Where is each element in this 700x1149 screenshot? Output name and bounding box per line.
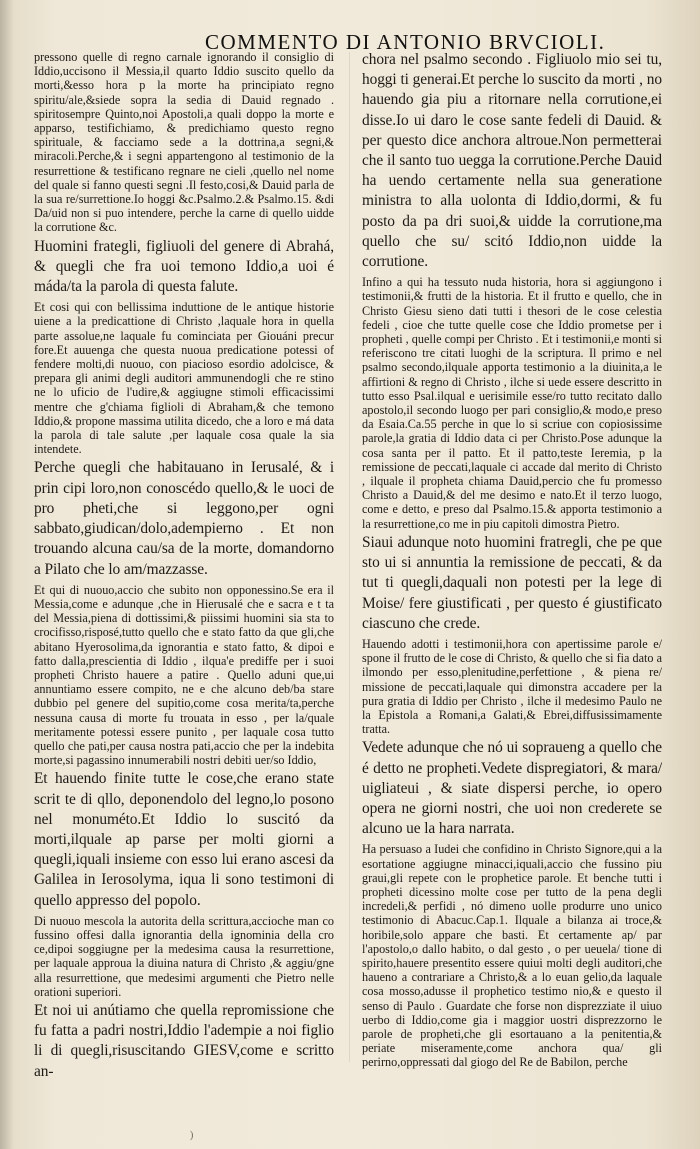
scripture-paragraph: Et noi ui anútiamo che quella repromissione che fu fatta a padri nostri,Iddio l'adempie a noi figlio li di quegli,risuscitando GIESV,come e scritto an- xyxy=(34,1001,334,1080)
commentary-paragraph: pressono quelle di regno carnale ignorando il consiglio di Iddio,uccisono il Messia,il quarto Iddio suscito quello da morti,&esso hora p la morte ha principiato regno spiritu/ale,&siede sopra la sedia di Dauid regnado . spiritosempre Quinto,noi Apostoli,a quali doppo la morte e apparso, testifichiamo, & predichiamo questo regno spirituale, & facciamo sede a la dottrina,a segni,& miracoli.Perche,& i segni appartengono al testimonio de la resurrettione & testificano regnare ne cieli ,quello nel nome del quale si fanno questi segni .Il festo,cosi,& Dauid parla de la sua re/surrettione.Io hoggi &c.Psalmo.2.& Psalmo.15. &di Da/uid non si puo intendere, perche la carne di quello uidde la corrutione &c. xyxy=(34,50,334,235)
scripture-paragraph: chora nel psalmo secondo . Figliuolo mio sei tu, hoggi ti generai.Et perche lo suscito da morti , no hauendo gia piu a ritornare nella corrutione,ei disse.Io ui daro le cose sante fedeli di Dauid. & per questo dice anchora altroue.Non permetterai che il santo tuo uegga la corrutione.Perche Dauid ha uendo certamente nella sua generatione ministra to alla uolonta di Iddio,dormi, & fu posto da pa dri suoi,& uidde la corrutione,ma quello che su/ scitó Iddio,non uidde la corrutione. xyxy=(362,51,662,271)
commentary-paragraph: Infino a qui ha tessuto nuda historia, hora si aggiungono i testimonii,& frutti de la historia. Et il frutto e quello, che in Christo Giesu sieno dati tutti i thesori de le cose celestia fedeli , cioe che tutte quelle cose che Iddio prometse per i propheti , quelle compi per Christo . Et i testimonii,e monti si referiscono tre citati luoghi de la scriptura. Il primo e nel psalmo secondo,ilquale apporta testimonio a la diuinita,a le affirtioni & regno di Christo , ilche si uede essere descritto in tutto esso Psal.ilqual e uerisimile esse/ro tutto recitato dallo apostolo,il secondo luogo per pari consiglio,& modo,e preso da Esaia.Ca.55 perche in que lo si scriue con copiosissime parole,la gratia di Iddio data ci per Christo.Pose adunque la cosa santa per il patto. Et il patto,teste Ieremia, p la remissione de peccati,laquale ci accade dal merito di Christo , ilquale il propheta chiama Dauid,percio che fu promesso Christo a Dauid,& del me desimo e nato.Et il terzo luogo, come e detto, e preso dal Psalmo.15.& apporta testimonio a la resurrettione,co me in piu capitoli dimostra Pietro. xyxy=(362,275,662,531)
right-column xyxy=(362,50,662,1090)
scripture-paragraph: Perche quegli che habitauano in Ierusalé, & i prin cipi loro,non conoscédo quello,& le uoci de pro pheti,che si leggono,per ogni sabbato,giudican/dolo,adempierno . Et non trouando alcuna cau/sa de la morte, domandorno a Pilato che lo am/mazzasse. xyxy=(34,459,334,578)
footer-mark: ) xyxy=(190,1130,194,1141)
commentary-paragraph: Hauendo adotti i testimonii,hora con apertissime parole e/ spone il frutto de le cose di Christo, & quello che si fia dato a ilmondo per esso,plenitudine,perfettione , & piena re/ missione de peccati,laquale qui dimonstra accadere per la pura gratia di Iddio per Christo , ilche il medesimo Paulo ne la Epistola a Romani,a Galati,& Ebrei,diffusissimamente tratta. xyxy=(362,636,662,737)
running-head: COMMENTO DI ANTONIO BRVCIOLI. xyxy=(205,30,606,54)
gutter-shadow xyxy=(0,0,14,1149)
commentary-paragraph: Et cosi qui con bellissima induttione de le antique historie uiene a la predicattione di Christo ,laquale hora in quella parte assolue,ne laquale fu cominciata per Giouáni precur fore.Et auuengа che questa nuoua predicatione potessi of fendere molti,di nuouo, con piacioso esordio adolcisce, & prepara gli animi degli auditori ammunendogli che re stino ne lo uficio de l'udire,& aggiugne stimoli efficacissimi mentre che g'chiama figlioli di Abraham,& che temono Iddio,& propone massima utilita dicedo, che a loro e má data la parola di tale salute ,per laquale cosa quale la sia intendete. xyxy=(34,300,334,457)
commentary-paragraph: Et qui di nuouo,accio che subito non opponessino.Se era il Messia,come e adunque ,che in Hierusalé che e sacra e t ta del Messia,piena di dottissimi,& piissimi huomini sia sta to crocifisso,risposé,tutto quello che e stato fatto da que gli,che abitano Hyerosolima,da ignorantia e stato fatto, & dipoi e fatto dalla,prescientia di Iddio , ilqua'e prediffe per i suoi propheti Christo hauere a patire . Quello aduni que,ui annuntiamo essere compito, ne e che alcuno deb/ba stare dubbio pel genere del supitio,come cosa merita/ta,perche nessuna causa di morte fu trouata in esso , per la/quale meritamente potessi essere punito , per laquale cosa tutto quello che pati,per causa nostra pati,accio che per la indebita morte,si pagassino innumerabili nostri debiti uer/so Iddio, xyxy=(34,582,334,768)
column-divider xyxy=(349,52,350,1062)
scripture-paragraph: Siaui adunque noto huomini fratregli, che pe que sto ui si annuntia la remissione de peccati, & da tut ti quegli,daquali non potesti per la lege di Moise/ fere giustificati , per questo é giustificato ciascuno che crede. xyxy=(362,533,662,632)
scripture-paragraph: Et hauendo finite tutte le cose,che erano state scrit te di qllo, deponendolo del legno,lo posono nel monuméto.Et Iddio lo suscitó da morti,ilquale ap parse per molti giorni a quegli,iquali insieme con esso lui erano ascesi da Galilea in Ierosolyma, iqua li sono testimoni di quello appresso del popolo. xyxy=(34,770,334,909)
commentary-paragraph: Di nuouo mescola la autorita della scrittura,accioche man co fussino offesi dalla ignorantia della ignominia della cro ce,dipoi soggiugne per la medesima causa la resurrettione, per laquale approua la diuina natura di Christo ,& aggiu/gne alla resurrettione, que medesimi argumenti che Pietro nelle orationi superiori. xyxy=(34,913,334,999)
scripture-paragraph: Huomini frategli, figliuoli del genere di Abrahá, & quegli che fra uoi temono Iddio,a uoi é máda/ta la parola di questa falute. xyxy=(34,237,334,296)
left-column xyxy=(34,50,334,1090)
commentary-paragraph: Ha persuaso a Iudei che confidino in Christo Signore,qui a la esortatione aggiugne minacci,iquali,accio che fussino piu graui,gli repete con le prophetice parole. Et benche tutti i propheti dicessino molte cose per tutto de la pena degli incredeli,& perfidi , nó dimeno uolle produrre uno unico testimonio di Abacuc.Cap.1. Ilquale a bilanza ai troce,& horibile,solo appare che basti. Et certamente ap/ par l'apostolo,o dallo habito, o dal gesto , o per ueuela/ tione di spirito,hauere presentito essere quiui molti degli auditori,che haueno a contrariare a Christo,& a lo euan gelio,da laquale cosa mosso,adusse il prophetico testimo nio,& e questo il senso di Paulo . Guardate che forse non disprezziate il uiuo uerbo di Iddio,come gia i maggior uostri disprezzorno le parole de propheti,che gli esortauano a la penitentia,& periate miseramente,come anchora qua/ gli perirno,oppressati dal giogo del Re de Babilon, perche xyxy=(362,842,662,1070)
scripture-paragraph: Vedete adunque che nó ui sopraueng a quello che é detto ne propheti.Vedete dispregiatori, & mara/ uigliateui , & siate dispersi perche, io opero opera ne giorni nostri, che uoi non crederete se alcuno ue la hara narrata. xyxy=(362,739,662,838)
